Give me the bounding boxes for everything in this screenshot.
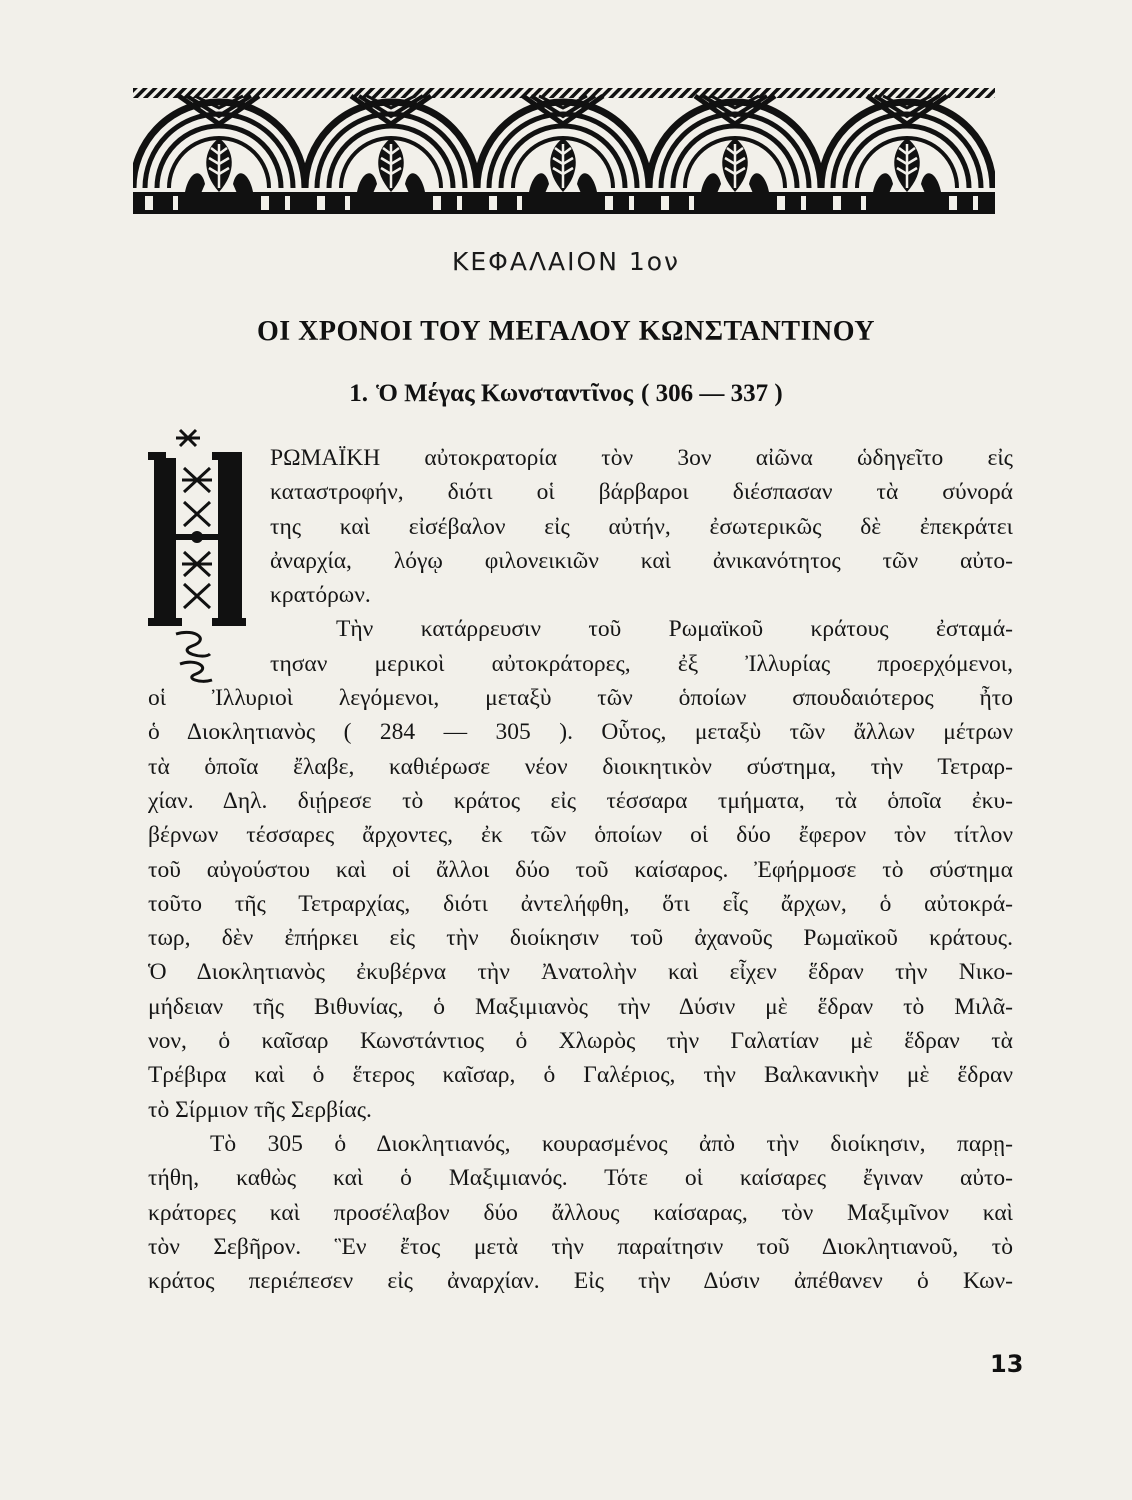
paragraph-line: τοῦτο τῆς Τετραρχίας, διότι ἀντελήφθη, ὅτι εἷς ἄρχων, ὁ αὐτοκρά-: [148, 890, 1013, 917]
paragraph-line: Τρέβιρα καὶ ὁ ἕτερος καῖσαρ, ὁ Γαλέριος, τὴν Βαλκανικὴν μὲ ἕδραν: [148, 1062, 1013, 1089]
paragraph-line: της καὶ εἰσέβαλον εἰς αὐτήν, ἐσωτερικῶς δὲ ἐπεκράτει: [270, 513, 1013, 540]
section-heading-text: Ὁ Μέγας Κωνσταντῖνος: [376, 380, 634, 407]
paragraph-line: κράτορες καὶ προσέλαβον δύο ἄλλους καίσαρας, τὸν Μαξιμῖνον καὶ: [148, 1199, 1013, 1226]
paragraph-line: τὸ Σίρμιον τῆς Σερβίας.: [148, 1096, 372, 1123]
paragraph-line: τήθη, καθὼς καὶ ὁ Μαξιμιανός. Τότε οἱ καίσαρες ἔγιναν αὐτο-: [148, 1165, 1013, 1192]
paragraph-line: τωρ, δὲν ἐπήρκει εἰς τὴν διοίκησιν τοῦ ἀχανοῦς Ρωμαϊκοῦ κράτους.: [148, 925, 1013, 952]
paragraph-line: βέρνων τέσσαρες ἄρχοντες, ἐκ τῶν ὁποίων οἱ δύο ἔφερον τὸν τίτλον: [148, 822, 1013, 849]
section-number: 1.: [349, 380, 369, 407]
paragraph-line: Ὁ Διοκλητιανὸς ἐκυβέρνα τὴν Ἀνατολὴν καὶ εἶχεν ἕδραν τὴν Νικο-: [148, 959, 1013, 986]
paragraph-line: κράτος περιέπεσεν εἰς ἀναρχίαν. Εἰς τὴν Δύσιν ἀπέθανεν ὁ Κων-: [148, 1268, 1013, 1295]
paragraph-line: καταστροφήν, διότι οἱ βάρβαροι διέσπασαν τὰ σύνορά: [270, 479, 1013, 506]
paragraph-line: νον, ὁ καῖσαρ Κωνστάντιος ὁ Χλωρὸς τὴν Γαλατίαν μὲ ἕδραν τὰ: [148, 1028, 1013, 1055]
paragraph-line: τὸν Σεβῆρον. Ἓν ἔτος μετὰ τὴν παραίτησιν τοῦ Διοκλητιανοῦ, τὸ: [148, 1233, 1013, 1260]
section-heading: [0, 380, 1132, 408]
paragraph-line: Τὴν κατάρρευσιν τοῦ Ρωμαϊκοῦ κράτους ἐσταμά-: [336, 616, 1013, 643]
paragraph-line: χίαν. Δηλ. διῄρεσε τὸ κράτος εἰς τέσσαρα τμήματα, τὰ ὁποῖα ἐκυ-: [148, 787, 1013, 814]
paragraph-line: Τὸ 305 ὁ Διοκλητιανός, κουρασμένος ἀπὸ τὴν διοίκησιν, παρῃ-: [210, 1130, 1013, 1157]
paragraph-line: ΡΩΜΑΪΚΗ αὐτοκρατορία τὸν 3ον αἰῶνα ὡδηγεῖτο εἰς: [270, 445, 1013, 471]
paragraph-line: κρατόρων.: [270, 582, 371, 609]
chapter-label: ΚΕΦΑΛΑΙΟΝ 1ον: [451, 247, 681, 276]
byzantine-arch-ornament-icon: [133, 88, 995, 216]
section-years: ( 306 — 337 ): [641, 380, 783, 407]
paragraph-line: τὰ ὁποῖα ἔλαβε, καθιέρωσε νέον διοικητικὸν σύστημα, τὴν Τετραρ-: [148, 753, 1013, 780]
paragraph-line: οἱ Ἰλλυριοὶ λεγόμενοι, μεταξὺ τῶν ὁποίων σπουδαιότερος ἦτο: [148, 685, 1013, 712]
paragraph-line: τησαν μερικοὶ αὐτοκράτορες, ἐξ Ἰλλυρίας προερχόμενοι,: [270, 650, 1013, 677]
page-number: 13: [990, 1350, 1024, 1378]
body-text: [148, 441, 1013, 1298]
paragraph-line: ἀναρχία, λόγῳ φιλονεικιῶν καὶ ἀνικανότητος τῶν αὐτο-: [270, 547, 1013, 574]
paragraph-line: ὁ Διοκλητιανὸς ( 284 — 305 ). Οὗτος, μεταξὺ τῶν ἄλλων μέτρων: [148, 719, 1013, 746]
paragraph-line: τοῦ αὐγούστου καὶ οἱ ἄλλοι δύο τοῦ καίσαρος. Ἐφήρμοσε τὸ σύστημα: [148, 856, 1013, 883]
chapter-title: ΟΙ ΧΡΟΝΟΙ ΤΟΥ ΜΕΓΑΛΟΥ ΚΩΝΣΤΑΝΤΙΝΟΥ: [257, 316, 875, 347]
paragraph-line: μήδειαν τῆς Βιθυνίας, ὁ Μαξιμιανὸς τὴν Δύσιν μὲ ἕδραν τὸ Μιλᾶ-: [148, 993, 1013, 1020]
